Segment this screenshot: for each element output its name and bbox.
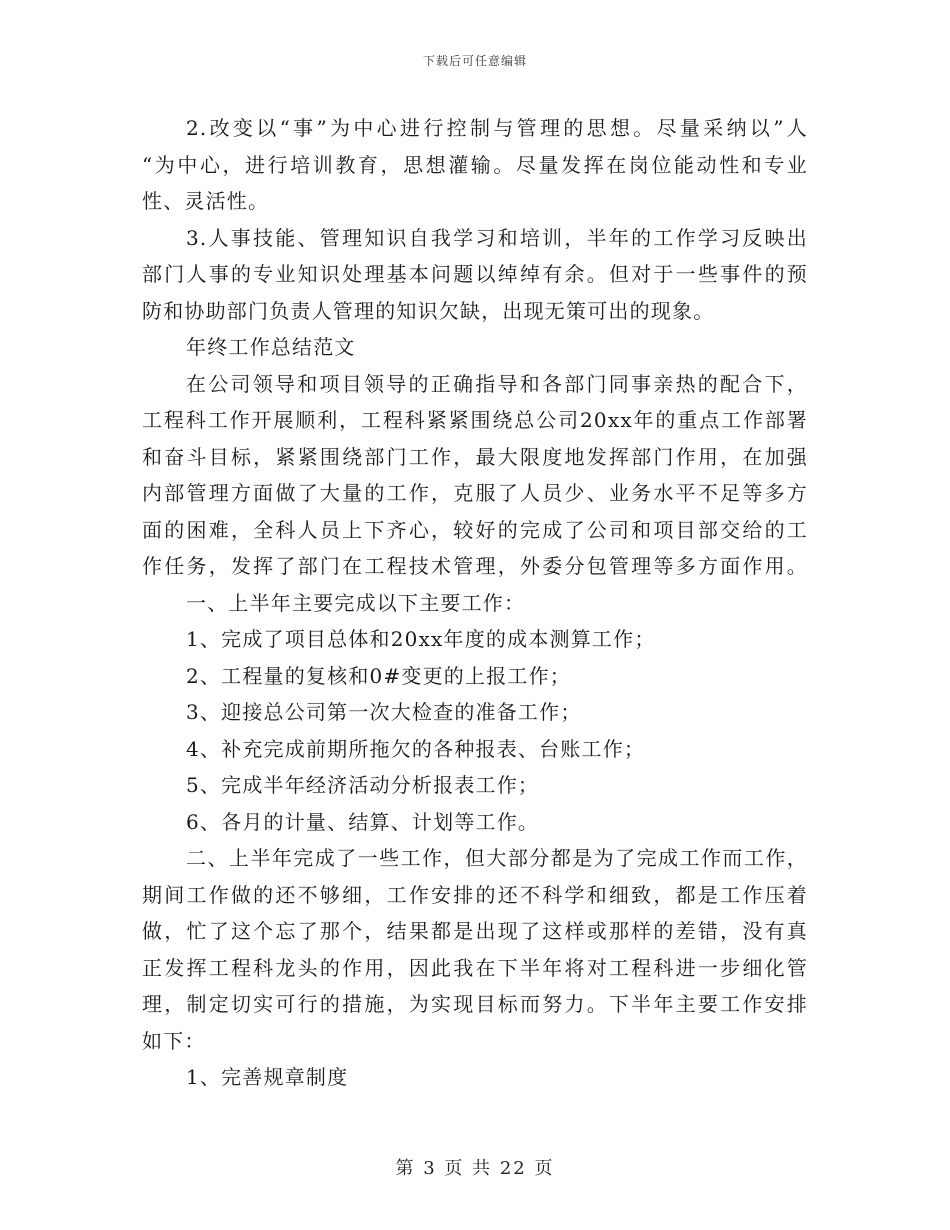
text-line: 工程科工作开展顺利，工程科紧紧围绕总公司20xx年的重点工作部署 bbox=[142, 408, 808, 432]
text-line: 部门人事的专业知识处理基本问题以绰绰有余。但对于一些事件的预 bbox=[142, 262, 808, 286]
list-heading: 一、上半年主要完成以下主要工作： bbox=[186, 590, 526, 615]
text-line: 如下： bbox=[142, 1028, 206, 1053]
text-line: 正发挥工程科龙头的作用，因此我在下半年将对工程科进一步细化管 bbox=[142, 955, 808, 980]
list-item: 4、补充完成前期所拖欠的各种报表、台账工作； bbox=[186, 736, 646, 761]
text-line: 3.人事技能、管理知识自我学习和培训，半年的工作学习反映出 bbox=[186, 225, 808, 250]
text-line: 内部管理方面做了大量的工作，克服了人员少、业务水平不足等多方 bbox=[142, 481, 808, 505]
text-line: 作任务，发挥了部门在工程技术管理，外委分包管理等多方面作用。 bbox=[142, 554, 808, 578]
list-item: 6、各月的计量、结算、计划等工作。 bbox=[186, 809, 540, 834]
text-line: 期间工作做的还不够细，工作安排的还不科学和细致，都是工作压着 bbox=[142, 882, 808, 907]
list-item: 1、完成了项目总体和20xx年度的成本测算工作； bbox=[186, 627, 656, 651]
text-line: 在公司领导和项目领导的正确指导和各部门同事亲热的配合下， bbox=[186, 371, 808, 396]
page-number-footer: 第 3 页 共 22 页 bbox=[395, 1158, 555, 1179]
list-item: 2、工程量的复核和0#变更的上报工作； bbox=[186, 663, 572, 688]
document-body bbox=[142, 110, 808, 1096]
list-item: 1、完善规章制度 bbox=[186, 1065, 349, 1089]
list-item: 3、迎接总公司第一次大检查的准备工作； bbox=[186, 700, 582, 724]
text-line: 性、灵活性。 bbox=[142, 189, 270, 213]
text-line: “为中心，进行培训教育，思想灌输。尽量发挥在岗位能动性和专业 bbox=[142, 152, 808, 177]
page-header-note: 下载后可任意编辑 bbox=[422, 54, 527, 68]
text-line: 2.改变以“事”为中心进行控制与管理的思想。尽量采纳以”人 bbox=[186, 116, 808, 140]
text-line: 防和协助部门负责人管理的知识欠缺，出现无策可出的现象。 bbox=[142, 298, 715, 323]
text-line: 做，忙了这个忘了那个，结果都是出现了这样或那样的差错，没有真 bbox=[142, 919, 808, 943]
list-item: 5、完成半年经济活动分析报表工作； bbox=[186, 773, 540, 797]
section-title: 年终工作总结范文 bbox=[186, 335, 356, 359]
text-line: 二、上半年完成了一些工作，但大部分都是为了完成工作而工作， bbox=[186, 846, 808, 870]
text-line: 和奋斗目标，紧紧围绕部门工作，最大限度地发挥部门作用，在加强 bbox=[142, 444, 808, 469]
text-line: 面的困难，全科人员上下齐心，较好的完成了公司和项目部交给的工 bbox=[142, 517, 808, 542]
text-line: 理，制定切实可行的措施，为实现目标而努力。下半年主要工作安排 bbox=[142, 992, 808, 1016]
